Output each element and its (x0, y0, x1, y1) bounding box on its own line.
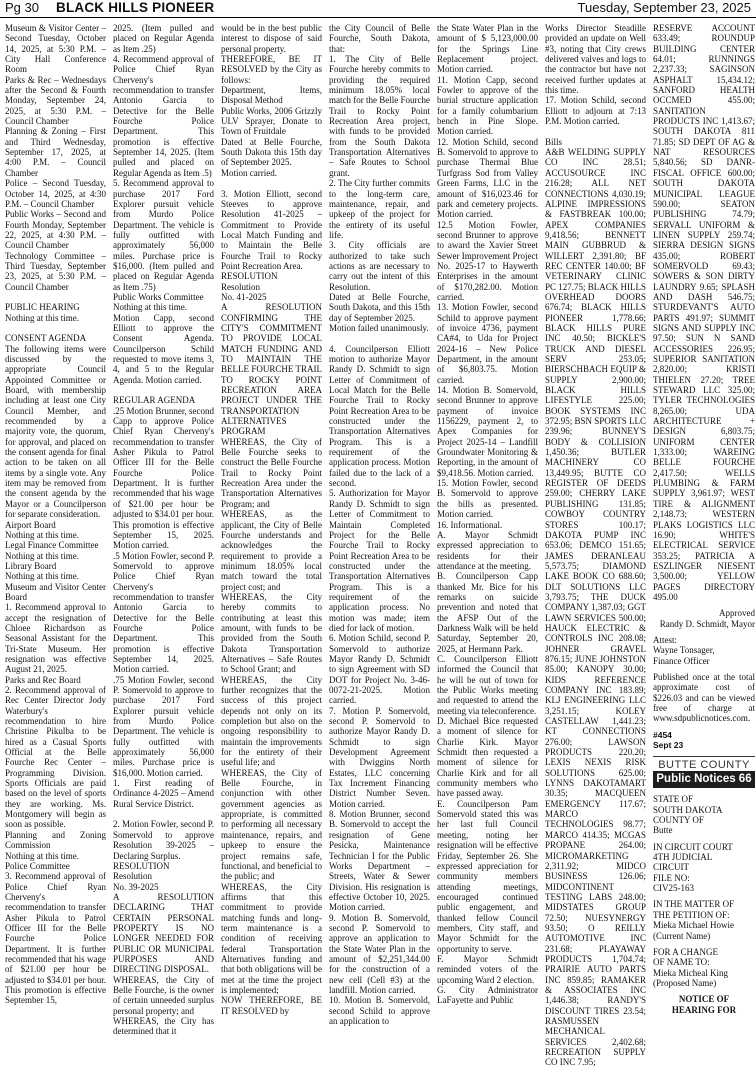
banner-county: BUTTE COUNTY (653, 757, 755, 771)
published-note: Published once at the total approximate cost of $226.03 and can be viewed free of charge at www.sdpublicnotices.com. (653, 671, 755, 724)
column-7 (653, 23, 755, 1015)
column-5 (437, 23, 538, 1006)
column-3 (221, 23, 322, 1016)
issue-date: Tuesday, September 23, 2025 (577, 0, 751, 15)
notice-heading: NOTICE OF HEARING FOR (671, 994, 737, 1015)
state-block: STATE OF SOUTH DAKOTA COUNTY OF Butte (653, 794, 723, 836)
court-block: IN CIRCUIT COURT 4TH JUDICIAL CIRCUIT FILE NO: CIV25-163 (653, 841, 733, 894)
column-2 (113, 23, 214, 1037)
publication-name: BLACK HILLS PIONEER (56, 0, 215, 15)
notice-signoff (653, 608, 755, 749)
column-text: 2025. (Item pulled and placed on Regular Agenda as Item .25) 4. Recommend approval of Police Chief Ryan Cherveny's recommendation to transfer Antonio Garcia to Detective for the Belle Fourche Police Department. This promotion is effective September 14, 2025. (Item pulled and placed on Regular Agenda as Item .5) 5. Recommend approval to purchase 2017 Ford Explorer pursuit vehicle from Murdo Police Department. The vehicle is fully outfitted with approximately 56,000 miles. Purchase price is $16,000. (Item pulled and placed on Regular Agenda as Item .75) Public Works Committee Nothing at this time. Motion Capp, second Elliott to approve the Consent Agenda. Councilperson Schild requested to move items 3, 4, and 5 to the Regular Agenda. Motion carried. REGULAR AGENDA .25 Motion Brunner, second Capp to approve Police Chief Ryan Cherveny's recommendation to transfer Asher Pikula to Patrol Officer III for the Belle Fourche Police Department. It is further recommended that his wage of $21.00 per hour be adjusted to $34.01 per hour. This promotion is effective September 15, 2025. Motion carried. .5 Motion Fowler, second P. Somervold to approve Police Chief Ryan Cherveny's recommendation to transfer Antonio Garcia to Detective for the Belle Fourche Police Department. This promotion is effective September 14, 2025. Motion carried. .75 Motion Fowler, second P. Somervold to approve to purchase 2017 Ford Explorer pursuit vehicle from Murdo Police Department. The vehicle is fully outfitted with approximately 56,000 miles. Purchase price is $16,000. Motion carried. 1. First reading of Ordinance 4-2025 – Amend Rural Service District. 2. Motion Fowler, second P. Somervold to approve Resolution 39-2025 – Declaring Surplus. RESOLUTION Resolution No. 39-2025 A RESOLUTION DECLARING THAT CERTAIN PERSONAL PROPERTY IS NO LONGER NEEDED FOR PUBLIC OR MUNICIPAL PURPOSES AND DIRECTING DISPOSAL. WHEREAS, the City of Belle Fourche, is the owner of certain unneeded surplus personal property; and WHEREAS, the City has determined that it (113, 23, 214, 1037)
column-text: Museum & Visitor Center – Second Tuesday, October 14, 2025, at 5:30 P.M. – City Hall Conference Room Parks & Rec – Wednesdays after the Second & Fourth Monday, September 24, 2025, at 5:30 P.M. – Council Chamber Planning & Zoning – First and Third Wednesday, September 17, 2025, at 4:00 P.M. – Council Chamber Police – Second Tuesday, October 14, 2025, at 4:30 P.M. – Council Chamber Public Works – Second and Fourth Monday, September 22, 2025, at 4:30 P.M. – Council Chamber Technology Committee – Third Tuesday, September 23, 2025, at 5:30 P.M. – Council Chamber PUBLIC HEARING Nothing at this time. CONSENT AGENDA The following items were discussed by the appropriate Council Appointed Committee or Board, with membership including at least one City Council Member, and recommended by a majority vote, the quorum, for approval, and placed on the consent agenda for final action to be taken on all items by a single vote. Any item may be removed from the consent agenda by the Mayor or a Councilperson for separate consideration. Airport Board Nothing at this time. Legal Finance Committee Nothing at this time. Library Board Nothing at this time. Museum and Visitor Center Board 1. Recommend approval to accept the resignation of Chloee Richardson as Seasonal Assistant for the Tri-State Museum. Her resignation was effective August 21, 2025. Parks and Rec Board 2. Recommend approval of Rec Center Director Jody Waterbury's recommendation to hire Christine Pikulba to be hired as a Casual Sports Official at the Belle Fourche Rec Center – Programming Division. Sports Officials are paid based on the level of sports they are working. Ms. Montgomery will begin as soon as possible. Planning and Zoning Commission Nothing at this time. Police Committee 3. Recommend approval of Police Chief Ryan Chervenу's recommendation to transfer Asher Pikula to Patrol Officer III for the Belle Fourche Police Department. It is further recommended that his wage of $21.00 per hour be adjusted to $34.01 per hour. This promotion is effective September 15, (5, 23, 106, 1006)
name-change-notice (653, 794, 755, 1015)
ad-id: #454 Sept 23 (653, 729, 684, 750)
section-banner (653, 756, 755, 789)
page-number: Pg 30 (5, 0, 39, 15)
column-text: Works Director Steadille provided an update on Well #3, noting that City crews delivered valves and logs to the contractor but have not received further updates at this time. 17. Motion Schild, second Elliott to adjourn at 7:13 P.M. Motion carried. Bills A&B WELDING SUPPLY CO INC 28.51; ACCUSOURCE INC 216.28; ALL NET CONNECTIONS 4,030.19; ALPINE IMPRESSIONS & FASTBREAK 100.00; APEX COMPANIES 9,418.56; BENNETT MAIN GUBBRUD & WILLERT 2,391.80; BF REC CENTER 140.00; BF VETERINARY CLINIC PC 127.75; BLACK HILLS OVERHEAD DOORS 676.74; BLACK HILLS PIONEER 1,778.66; BLACK HILLS PURE INC 40.50; BICKLE'S TRUCK AND DIESEL SERV 253.05; BIERSCHBACH EQUIP & SUPPLY 2,900.00; BLACK HILLS LIFESTYLE 225.00; BOOK SYSTEMS INC 372.95; BSN SPORTS LLC 239.96; BUNNEY'S BODY & COLLISION 1,450.36; BUTLER MACHINERY CO 13,449.95; BUTTE CO REGISTER OF DEEDS 259.00; CHERRY LAKE PUBLISHING 131.85; COWBOY COUNTRY STORES 100.17; DAKOTA PUMP INC 653.06; DEMCO 151.65; JAMES DERANLEAU 5,573.75; DIAMOND LAKE BOOK CO 688.60; DLT SOLUTIONS LLC 3,793.75; THE DUCK COMPANY 1,387.03; GGT LAWN SERVICES 500.00; HAUCK ELECTRIC & CONTROLS INC 208.08; JOHNER GRAVEL 876.15; JUNE JOHNSTON 85.00; KANOPY 30.00; KIDS REFERENCE COMPANY INC 183.89; KLJ ENGINEERING LLC 3,251.15; KOLEY CASTELLAW 1,441.23; KT CONNECTIONS 276.00; LAWSON PRODUCTS 220.20; LEXIS NEXIS RISK SOLUTIONS 625.00; LYNNS DAKOTAMART 30.35; MACQUEEN EMERGENCY 117.67; MARCO TECHNOLOGIES 98.77; MARCO 414.35; MCGAS PROPANE 264.00; MICROMARKETING 2,311.92; MIDCO BUSINESS 126.06; MIDCONTINENT TESTING LABS 248.00; MIDSTATES GROUP 72.50; NUESYNERGY 93.50; O REILLY AUTOMOTIVE INC 231.68; PLAYAWAY PRODUCTS 1,704.74; PRAIRIE AUTO PARTS INC 859.85; RAMAKER & ASSOCIATES INC 1,446.38; RANDY'S DISCOUNT TIRES 23.54; RASMUSSEN MECHANICAL SERVICES 2,402.68; RECREATION SUPPLY CO INC 7.95; (545, 23, 647, 1068)
article-columns (5, 23, 755, 1068)
column-6 (545, 23, 647, 1068)
approved-by: Approved Randy D. Schmidt, Mayor (659, 608, 755, 629)
page-header (0, 0, 756, 18)
column-text: the State Water Plan in the amount of $ 5,123,000.00 for the Springs Line Replacement project. Motion carried. 11. Motion Capp, second Fowler to approve of the burial structure application for a family columbarium bench in Pine Slope. Motion carried. 12. Motion Schild, second B. Somervold to approve to purchase Thermal Blue Turfgrass Sod from Valley Green Farms, LLC in the amount of $16,023.46 for park and cemetery projects. Motion carried. 12.5 Motion Fowler, second Brunner to approve to award the Xavier Street Sewer Improvement Project No. 2025-17 to Haywerth Enterprises in the amount of $170,282.00. Motion carried. 13. Motion Fowler, second Schild to approve payment of invoice 4736, payment CA#4, to Uda for Project 2024-16 – New Police Department, in the amount of $6,803.75. Motion carried. 14. Motion B. Somervold, second Brunner to approve payment of invoice 1156229, payment 2, to Apex Companies for Project 2025-14 – Landfill Groundwater Monitoring & Reporting, in the amount of $9,418.56. Motion carried. 15. Motion Fowler, second B. Somervold to approve the bills as presented. Motion carried. 16. Informational. A. Mayor Schmidt expressed appreciation to residents for their attendance at the meeting. B. Councilperson Capp thanked Mr. Bice for his remarks on suicide prevention and noted that the AFSP Out of the Darkness Walk will be held Saturday, September 20, 2025, at Hermann Park. C. Councilperson Elliott informed the Council that he will be out of town for the Public Works meeting and requested to attend the meeting via teleconference. D. Michael Bice requested a moment of silence for Charlie Kirk. Mayor Schmidt then requested a moment of silence for Charlie Kirk and for all community members who have passed away. E. Councilperson Pam Somervold stated this was her last full Council meeting, noting her resignation will be effective Friday, September 26. She expressed appreciation for community members attending meetings, encouraged continued public engagement, and thanked fellow Council members, City staff, and Mayor Schmidt for the opportunity to serve. F. Mayor Schmidt reminded voters of the upcoming Ward 2 election. G. City Administrator LaFayette and Public (437, 23, 538, 1006)
column-1 (5, 23, 106, 1006)
column-text: the City Council of Belle Fourche, South Dakota, that: 1. The City of Belle Fourche hereby commits to providing the required minimum 18.05% local match for the Belle Fourche Trail to Rocky Point Recreation Area project, with funds to be provided from the South Dakota Transportation Alternatives – Safe Routes to School grant. 2. The City further commits to the long-term care, maintenance, repair, and upkeep of the project for the entirety of its useful life. 3. City officials are authorized to take such actions as are necessary to carry out the intent of this Resolution. Dated at Belle Fourche, South Dakota, and this 15th day of September 2025. Motion failed unanimously. 4. Councilperson Elliott motion to authorize Mayor Randy D. Schmidt to sign Letter of Commitment of Local Match for the Belle Fourche Trail to Rocky Point Recreation Area to be constructed under the Transportation Alternatives Program. This is a requirement of the application process. Motion failed due to the lack of a second. 5. Authorization for Mayor Randy D. Schmidt to sign Letter of Commitment to Maintain Completed Project for the Belle Fourche Trail to Rocky Point Recreation Area to be constructed under the Transportation Alternatives Program. This is a requirement of the application process. No motion was made; item died for lack of motion. 6. Motion Schild, second P. Somervold to authorize Mayor Randy D. Schmidt to sign Agreement with SD DOT for Project No. 3-46-0072-21-2025. Motion carried. 7. Motion P. Somervold, second P. Somervold to authorize Mayor Randy D. Schmidt to sign Development Agreement with Dwiggins North Estates, LLC concerning Tax Increment Financing District Number Seven. Motion carried. 8. Motion Brunner, second B. Somervold to accept the resignation of Gene Pesicka, Maintenance Technician I for the Public Works Department – Streets, Water & Sewer Division. His resignation is effective October 10, 2025. Motion carried. 9. Motion B. Somervold, second P. Somervold to approve an application to the State Water Plan in the amount of $2,251,344.00 for the construction of a new cell (Cell #3) at the landfill. Motion carried. 10. Motion B. Somervold, second Schild to approve an application to (329, 23, 430, 1026)
column-text: would be in the best public interest to dispose of said personal property. THEREFORE, BE IT RESOLVED by the City as follows: Department, Items, Disposal Method Public Works, 2006 Grizzly ULV Sprayer, Donate to Town of Fruitdale Dated at Belle Fourche, South Dakota this 15th day of September 2025. Motion carried. 3. Motion Elliott, second Steeves to approve Resolution 41-2025 – Commitment to Provide Local Match Funding and to Maintain the Belle Fourche Trail to Rocky Point Recreation Area. RESOLUTION Resolution No. 41-2025 A RESOLUTION CONFIRMING THE CITY'S COMMITMENT TO PROVIDE LOCAL MATCH FUNDING AND TO MAINTAIN THE BELLE FOURCHE TRAIL TO ROCKY POINT RECREATION AREA PROJECT UNDER THE TRANSPORTATION ALTERNATIVES PROGRAM WHEREAS, the City of Belle Fourche seeks to construct the Belle Fourche Trail to Rocky Point Recreation Area under the Transportation Alternatives Program; and WHEREAS, as the applicant, the City of Belle Fourche understands and acknowledges the requirement to provide a minimum 18.05% local match toward the total project cost; and WHEREAS, the City hereby commits to contributing at least this amount, with funds to be provided from the South Dakota Transportation Alternatives – Safe Routes to School Grant; and WHEREAS, the City further recognizes that the success of this project depends not only on its completion but also on the ongoing responsibility to maintain the improvements for the entirety of their useful life; and WHEREAS, the City of Belle Fourche, in conjunction with other government agencies as appropriate, is committed to performing all necessary maintenance, repairs, and upkeep to ensure the project remains safe, functional, and beneficial to the public; and WHEREAS, the City affirms that this commitment to provide matching funds and long-term maintenance is a condition of receiving federal Transportation Alternatives funding and that both obligations will be met at the time the project is implemented; NOW THEREFORE, BE IT RESOLVED by (221, 23, 322, 1016)
column-text: RESERVE ACCOUNT 633.49; ROUNDUP BUILDING CENTER 64.01; RUNNINGS 2,237.33; SAGINSON ASPHALT 15,434.12; SANFORD HEALTH OCCMED 455.00; SANITATION PRODUCTS INC 1,413.67; SOUTH DAKOTA 811 71.85; SD DEPT OF AG & NAT RESOURCES 5,840.56; SD DANR-FISCAL OFFICE 600.00; SOUTH DAKOTA MUNICIPAL LEAGUE 590.00; SEATON PUBLISHING 74.79; SERVALL UNIFORM & LINEN SUPPLY 259.74; SIERRA DESIGN SIGNS 435.00; ROBERT SOMERVOLD 69.43; SOWERS & SON DIRTY LAUNDRY 9.65; SPLASH AND DASH 546.75; STURDEVANT'S AUTO PARTS 491.97; SUMMIT SIGNS AND SUPPLY INC 97.50; SUN N SAND ACCESSORIES 226.95; SUPERIOR SANITATION 2,820.00; KRISTI THIELEN 27.20; TREE STEWARD LLC 325.00; TYLER TECHNOLOGIES 8,265.00; UDA ARCHITECTURE + DESIGN 6,803.75; UNIFORM CENTER 1,333.00; WAREING BELLE FOURCHE 2,417.50; WELLS PLUMBING & FARM SUPPLY 3,961.97; WEST TIRE & ALIGNMENT 2,148.73; WESTERN PLAKS LOGISTICS LLC 16.90; WHITE'S ELECTRICAL SERVICE 353.25; PATRICIA A ESZLINGER NIESENT 3,500.00; YELLOW PAGES DIRECTORY 495.00 (653, 23, 755, 602)
column-4 (329, 23, 430, 1026)
banner-title: Public Notices 66 (653, 771, 755, 788)
petition-block: IN THE MATTER OF THE PETITION OF: Mieka Michael Howie (Current Name) (653, 899, 735, 941)
attest: Attest: Wayne Tonsager, Finance Officer (653, 634, 715, 666)
change-block: FOR A CHANGE OF NAME TO: Mieka Micheal King (Proposed Name) (653, 946, 728, 988)
